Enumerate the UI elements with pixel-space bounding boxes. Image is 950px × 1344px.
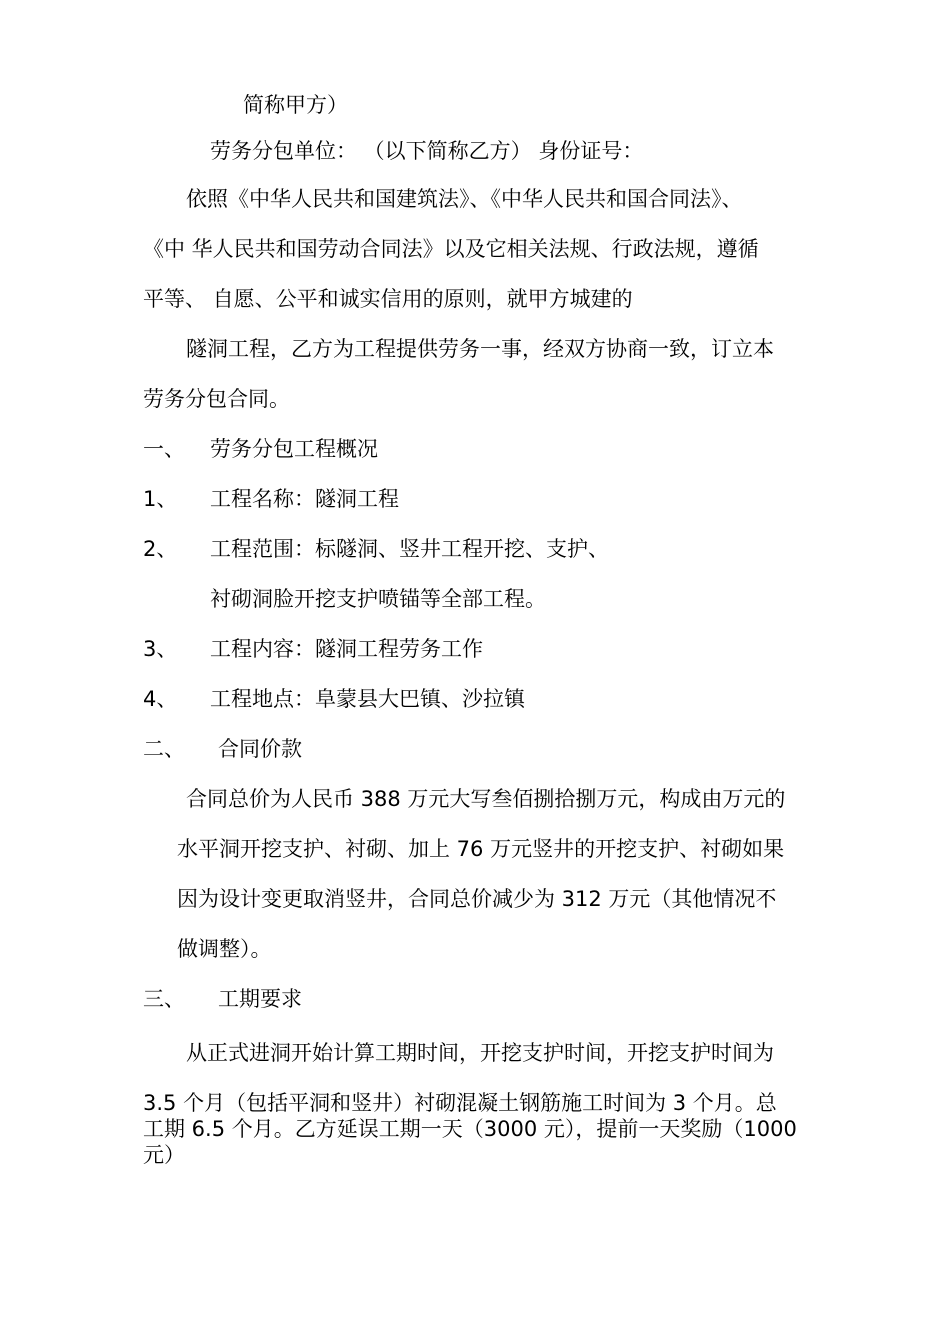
preamble-line: 平等、 自愿、公平和诚实信用的原则，就甲方城建的 (143, 287, 633, 311)
section-number: 三、 (143, 987, 185, 1011)
item-text: 工程范围：标隧洞、竖井工程开挖、支护、 (210, 537, 609, 561)
price-paragraph-line: 做调整）。 (177, 937, 272, 961)
intro-tail: 简称甲方） (243, 93, 348, 117)
schedule-paragraph-line: 3.5 个月（包括平洞和竖井）衬砌混凝土钢筋施工时间为 3 个月。总 (143, 1091, 777, 1115)
section-number: 二、 (143, 737, 185, 761)
section-title: 工期要求 (218, 987, 302, 1011)
item-number: 2、 (143, 537, 178, 561)
item-text: 工程名称：隧洞工程 (210, 487, 399, 511)
schedule-paragraph-line: 元） (143, 1143, 185, 1167)
item-text: 衬砌洞脸开挖支护喷锚等全部工程。 (210, 587, 546, 611)
price-paragraph-line: 因为设计变更取消竖井，合同总价减少为 312 万元（其他情况不 (177, 887, 777, 911)
item-number: 1、 (143, 487, 178, 511)
preamble-line: 依照《中华人民共和国建筑法》、《中华人民共和国合同法》、 (186, 187, 743, 211)
preamble-line: 劳务分包合同。 (143, 387, 290, 411)
price-paragraph-line: 水平洞开挖支护、衬砌、加上 76 万元竖井的开挖支护、衬砌如果 (177, 837, 785, 861)
section-title: 劳务分包工程概况 (210, 437, 378, 461)
section-title: 合同价款 (218, 737, 302, 761)
schedule-paragraph-line: 从正式进洞开始计算工期时间，开挖支护时间，开挖支护时间为 (186, 1041, 774, 1065)
item-number: 3、 (143, 637, 178, 661)
schedule-paragraph-line: 工期 6.5 个月。乙方延误工期一天（3000 元），提前一天奖励（1000 (143, 1117, 797, 1141)
preamble-line: 《中 华人民共和国劳动合同法》以及它相关法规、行政法规，遵循 (143, 237, 759, 261)
item-text: 工程地点：阜蒙县大巴镇、沙拉镇 (210, 687, 525, 711)
subcontractor-line: 劳务分包单位： （以下简称乙方） 身份证号： (210, 139, 644, 163)
item-number: 4、 (143, 687, 178, 711)
section-number: 一、 (143, 437, 185, 461)
price-paragraph-line: 合同总价为人民币 388 万元大写叁佰捌拾捌万元，构成由万元的 (186, 787, 786, 811)
item-text: 工程内容：隧洞工程劳务工作 (210, 637, 483, 661)
preamble-line: 隧洞工程，乙方为工程提供劳务一事，经双方协商一致，订立本 (186, 337, 774, 361)
